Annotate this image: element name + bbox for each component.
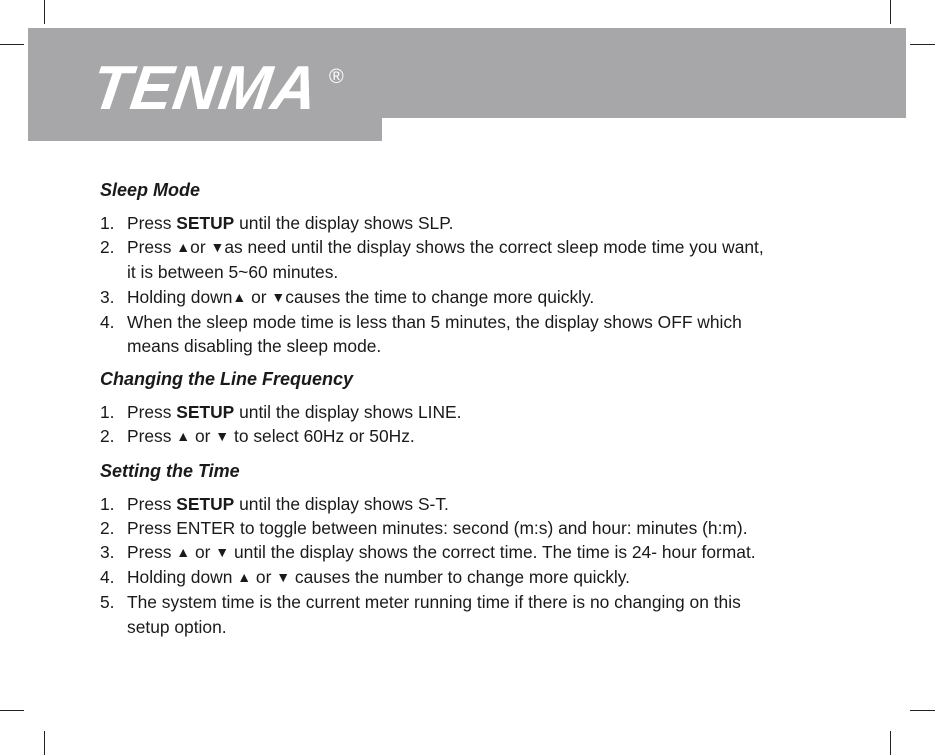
list-item: 1. Press SETUP until the display shows S-T. bbox=[100, 493, 449, 514]
crop-mark bbox=[0, 710, 24, 711]
crop-mark bbox=[890, 0, 891, 24]
list-item: 2. Press ▲ or ▼ to select 60Hz or 50Hz. bbox=[100, 426, 415, 447]
tenma-logo: TENMA bbox=[87, 56, 322, 126]
crop-mark bbox=[910, 710, 935, 711]
section-sleep-mode bbox=[100, 178, 860, 358]
section-title: Sleep Mode bbox=[100, 180, 201, 200]
down-arrow-icon: ▼ bbox=[210, 239, 225, 256]
crop-mark bbox=[910, 44, 935, 45]
list-item: 2. Press ENTER to toggle between minutes: second (m:s) and hour: minutes (h:m). bbox=[100, 517, 748, 538]
list-item: 1. Press SETUP until the display shows LINE. bbox=[100, 402, 462, 423]
registered-mark: ® bbox=[329, 66, 344, 88]
line-steps bbox=[100, 400, 860, 449]
down-arrow-icon: ▼ bbox=[215, 544, 230, 561]
crop-mark bbox=[890, 731, 891, 755]
section-setting-time bbox=[100, 459, 860, 639]
down-arrow-icon: ▼ bbox=[276, 569, 291, 586]
list-item: 2. Press ▲or ▼as need until the display shows the correct sleep mode time you want, it is between 5~60 minutes. bbox=[100, 237, 764, 283]
up-arrow-icon: ▲ bbox=[176, 428, 191, 445]
crop-mark bbox=[44, 731, 45, 755]
up-arrow-icon: ▲ bbox=[176, 239, 191, 256]
sleep-steps bbox=[100, 211, 860, 358]
time-steps bbox=[100, 492, 860, 639]
section-title: Setting the Time bbox=[100, 460, 240, 481]
list-item: 1. Press SETUP until the display shows SLP. bbox=[100, 213, 454, 233]
section-line-frequency bbox=[100, 367, 860, 449]
down-arrow-icon: ▼ bbox=[215, 428, 230, 445]
up-arrow-icon: ▲ bbox=[232, 288, 247, 305]
list-item: 4. Holding down ▲ or ▼ causes the number to change more quickly. bbox=[100, 567, 631, 588]
list-item: 5. The system time is the current meter running time if there is no changing on this setup option. bbox=[100, 592, 741, 637]
up-arrow-icon: ▲ bbox=[237, 569, 252, 586]
list-item: 3. Holding down▲ or ▼causes the time to change more quickly. bbox=[100, 286, 595, 307]
crop-mark bbox=[0, 44, 24, 45]
section-title: Changing the Line Frequency bbox=[100, 369, 354, 390]
up-arrow-icon: ▲ bbox=[176, 544, 191, 561]
list-item: 4. When the sleep mode time is less than 5 minutes, the display shows OFF which means disabling the sleep mode. bbox=[100, 311, 742, 357]
crop-mark bbox=[44, 0, 45, 24]
down-arrow-icon: ▼ bbox=[271, 288, 286, 305]
manual-content bbox=[100, 178, 860, 648]
list-item: 3. Press ▲ or ▼ until the display shows the correct time. The time is 24- hour format. bbox=[100, 542, 756, 563]
